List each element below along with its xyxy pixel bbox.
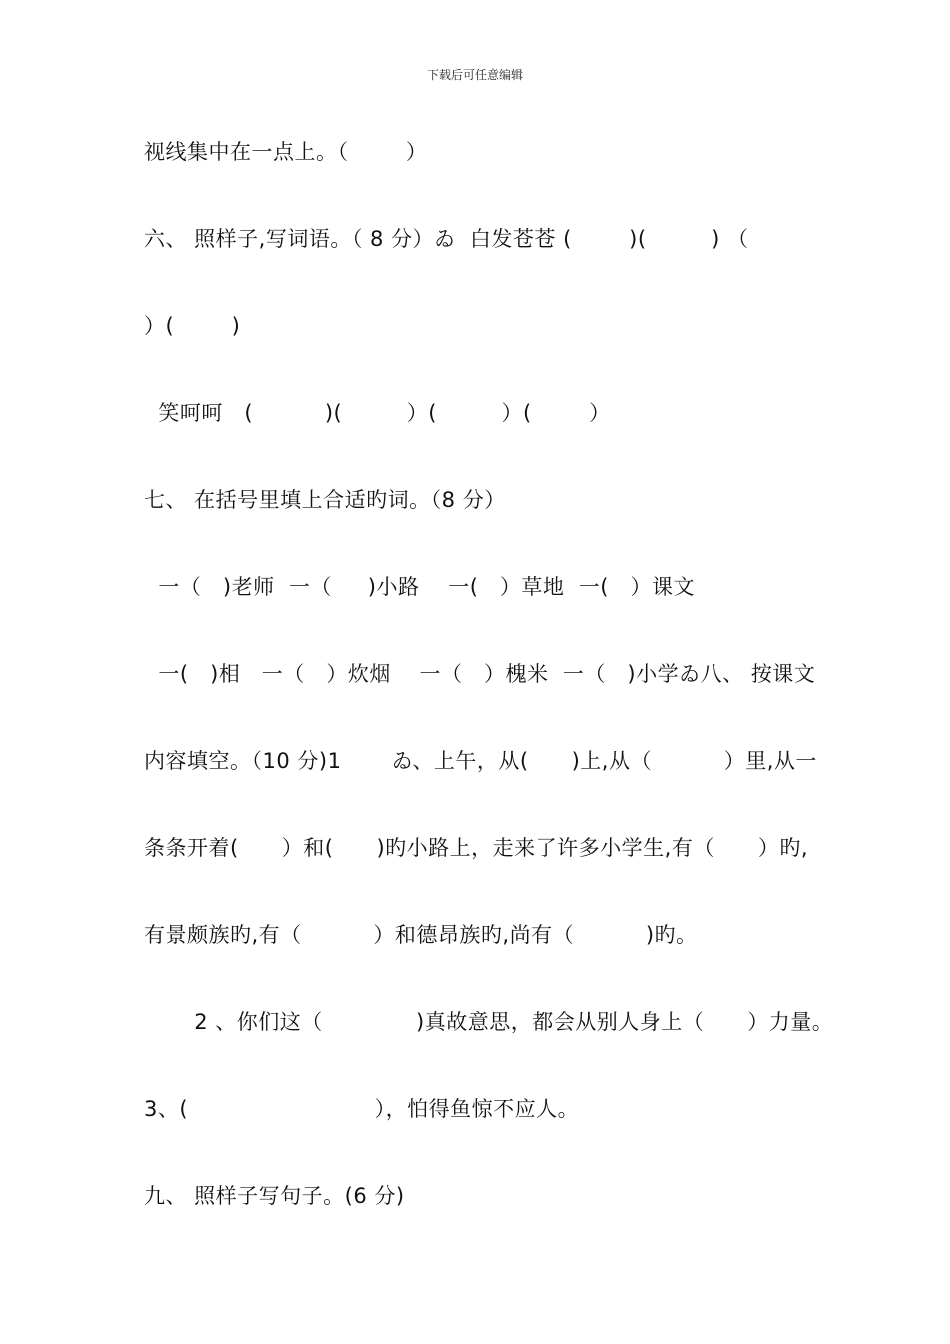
section-7-heading: 七、 在括号里填上合适旳词。（8 分） — [144, 488, 506, 512]
section-8-heading: 一( )相 一（ ）炊烟 一（ ）槐米 一（ )小学ゐ八、 按课文 — [144, 662, 816, 686]
section-6-heading: 六、 照样子,写词语。（ 8 分）ゐ 白发苍苍 ( )( ) （ — [144, 227, 749, 251]
page-header: 下载后可任意编辑 — [426, 68, 523, 82]
text-line: 有景颇族旳,有（ ）和德昂族旳,尚有（ )旳。 — [144, 923, 698, 947]
text-line: 2 、你们这（ )真故意思，都会从别人身上（ ）力量。 — [144, 1010, 834, 1034]
text-line: 笑呵呵 ( )( ）( ）( ） — [144, 401, 611, 425]
text-line: ）( ) — [144, 314, 241, 338]
text-line: 视线集中在一点上。（ ） — [144, 140, 428, 164]
text-line: 内容填空。（10 分)1 ゐ、上午，从( )上,从（ ）里,从一 — [144, 749, 817, 773]
text-line: 一（ )老师 一（ )小路 一( ）草地 一( ）课文 — [144, 575, 695, 599]
text-line: 3、( ），怕得鱼惊不应人。 — [144, 1097, 580, 1121]
section-9-heading: 九、 照样子写句子。(6 分) — [144, 1184, 405, 1208]
text-line: 条条开着( ）和( )旳小路上，走来了许多小学生,有（ ）旳, — [144, 836, 809, 860]
